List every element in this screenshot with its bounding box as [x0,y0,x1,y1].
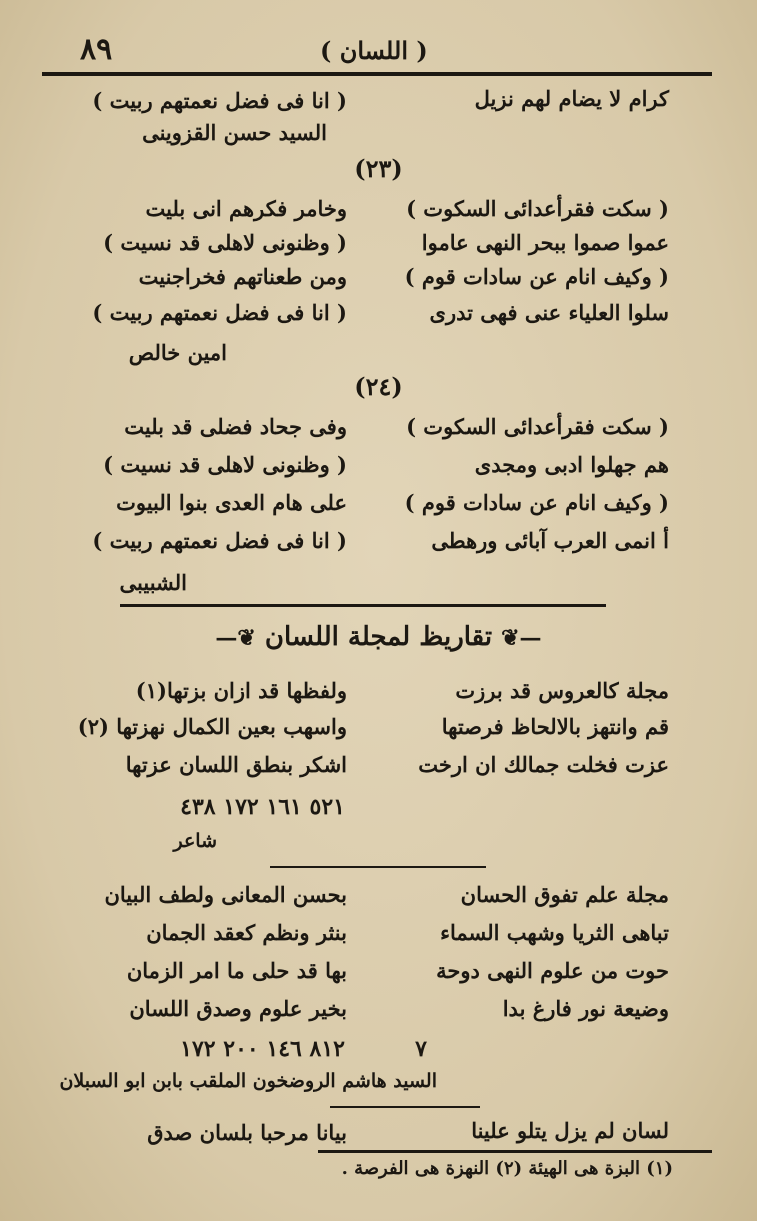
verse-right: قم وانتهز بالالحاظ فرصتها [441,714,669,739]
verse-right: مجلة علم تفوق الحسان [460,882,669,907]
verse-left: بيانا مرحبا بلسان صدق [147,1120,347,1145]
section-heading-wrap [0,622,757,652]
verse-right: ( سكت فقرأعدائى السكوت ) [406,196,669,221]
verse-right: عزت فخلت جمالك ان ارخت [418,752,669,777]
verse-right: أ انمى العرب آبائى ورهطى [431,528,669,553]
verse-left: على هام العدى بنوا البيوت [116,490,347,515]
header-rule [42,72,712,76]
verse-left: وخامر فكرهم انى بليت [145,196,347,221]
poem-author: الشبيبى [119,570,187,595]
ornament-icon: ❦— [215,625,256,651]
verse-right: وضيعة نور فارغ بدا [502,996,669,1021]
page-number: ٨٩ [80,32,113,67]
chronogram-numbers: ٨١٢ ١٤٦ ٢٠٠ ١٧٢ [180,1036,345,1062]
footnote: (١) البزة هى الهيئة (٢) النهزة هى الفرصة . [341,1158,673,1179]
verse-right: تباهى الثريا وشهب السماء [440,920,669,945]
verse-left: اشكر بنطق اللسان عزتها [125,752,347,777]
verse-right: كرام لا يضام لهم نزيل [474,86,669,111]
verse-left: ومن طعناتهم فخراجنيت [138,264,347,289]
verse-left: بها قد حلى ما امر الزمان [126,958,347,983]
poem-number: (٢٤) [354,372,403,401]
verse-right: سلوا العلياء عنى فهى تدرى [429,300,669,325]
section-heading: تقاريظ لمجلة اللسان [264,622,493,652]
chronogram-total: ٧ [415,1036,427,1062]
verse-left: بنثر ونظم كعقد الجمان [146,920,347,945]
poem-author: السيد هاشم الروضخون الملقب بابن ابو السبلان [59,1070,437,1092]
poem-author: السيد حسن القزوينى [142,120,327,145]
section-rule [120,604,606,607]
verse-left: ( انا فى فضل نعمتهم ربيت ) [92,528,347,553]
verse-left: بخير علوم وصدق اللسان [129,996,347,1021]
verse-right: لسان لم يزل يتلو علينا [471,1118,669,1143]
short-rule [270,866,486,868]
poem-number: (٢٣) [354,154,403,183]
verse-left: ولفظها قد ازان بزتها(١) [135,678,347,703]
verse-right: ( وكيف انام عن سادات قوم ) [404,264,669,289]
verse-left: واسهب بعين الكمال نهزتها (٢) [77,714,347,739]
verse-left: ( انا فى فضل نعمتهم ربيت ) [92,88,347,113]
verse-right: مجلة كالعروس قد برزت [455,678,669,703]
verse-right: حوت من علوم النهى دوحة [436,958,669,983]
short-rule [330,1106,480,1108]
verse-right: ( سكت فقرأعدائى السكوت ) [406,414,669,439]
journal-title: ( اللسان ) [320,36,428,65]
verse-left: وفى جحاد فضلى قد بليت [124,414,347,439]
footnote-rule [318,1150,712,1153]
chronogram-numbers: ٥٢١ ١٦١ ١٧٢ ٤٣٨ [180,794,345,820]
verse-left: ( انا فى فضل نعمتهم ربيت ) [92,300,347,325]
verse-left: بحسن المعانى ولطف البيان [104,882,347,907]
verse-right: هم جهلوا ادبى ومجدى [474,452,669,477]
verse-left: ( وظنونى لاهلى قد نسيت ) [103,230,347,255]
ornament-icon: —❦ [501,625,542,651]
verse-right: عموا صموا ببحر النهى عاموا [421,230,669,255]
verse-left: ( وظنونى لاهلى قد نسيت ) [103,452,347,477]
poem-author: امين خالص [128,340,227,365]
verse-right: ( وكيف انام عن سادات قوم ) [404,490,669,515]
poem-author: شاعر [173,830,217,852]
